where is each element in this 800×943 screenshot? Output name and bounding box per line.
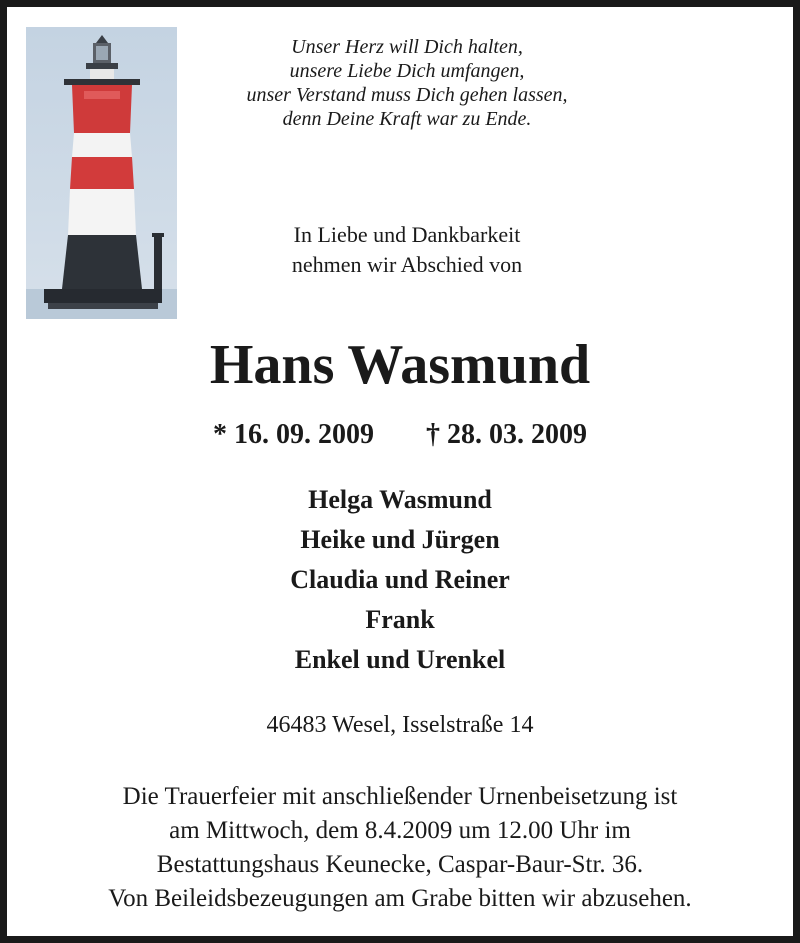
deceased-name: Hans Wasmund (209, 334, 591, 396)
poem (177, 35, 637, 131)
mourner-item: Heike und Jürgen (300, 525, 500, 554)
notice-line: Bestattungshaus Keunecke, Caspar-Baur-Str. 36. (156, 851, 644, 878)
mourner-item: Helga Wasmund (308, 485, 492, 514)
mourners-list (7, 480, 793, 680)
birth-date: * 16. 09. 2009 (213, 419, 374, 450)
life-dates (7, 417, 793, 453)
intro-line: nehmen wir Abschied von (291, 252, 523, 277)
notice-line: Die Trauerfeier mit anschließender Urnenbeisetzung ist (122, 783, 678, 810)
notice-line: am Mittwoch, dem 8.4.2009 um 12.00 Uhr im (169, 817, 631, 844)
mourner-item: Frank (365, 605, 435, 634)
family-address: 46483 Wesel, Isselstraße 14 (266, 712, 534, 738)
poem-line: denn Deine Kraft war zu Ende. (282, 108, 532, 130)
funeral-notice (7, 780, 793, 916)
poem-line: unser Verstand muss Dich gehen lassen, (246, 84, 568, 106)
notice-line: Von Beileidsbezeugungen am Grabe bitten wir abzusehen. (108, 885, 692, 912)
lighthouse-photo (26, 27, 177, 319)
intro-line: In Liebe und Dankbarkeit (293, 222, 521, 247)
lighthouse-icon (26, 27, 177, 319)
mourner-item: Enkel und Urenkel (294, 645, 506, 674)
intro-text (177, 220, 637, 280)
mourner-item: Claudia und Reiner (290, 565, 510, 594)
death-date: † 28. 03. 2009 (426, 419, 587, 450)
poem-line: Unser Herz will Dich halten, (291, 36, 523, 58)
poem-line: unsere Liebe Dich umfangen, (289, 60, 525, 82)
